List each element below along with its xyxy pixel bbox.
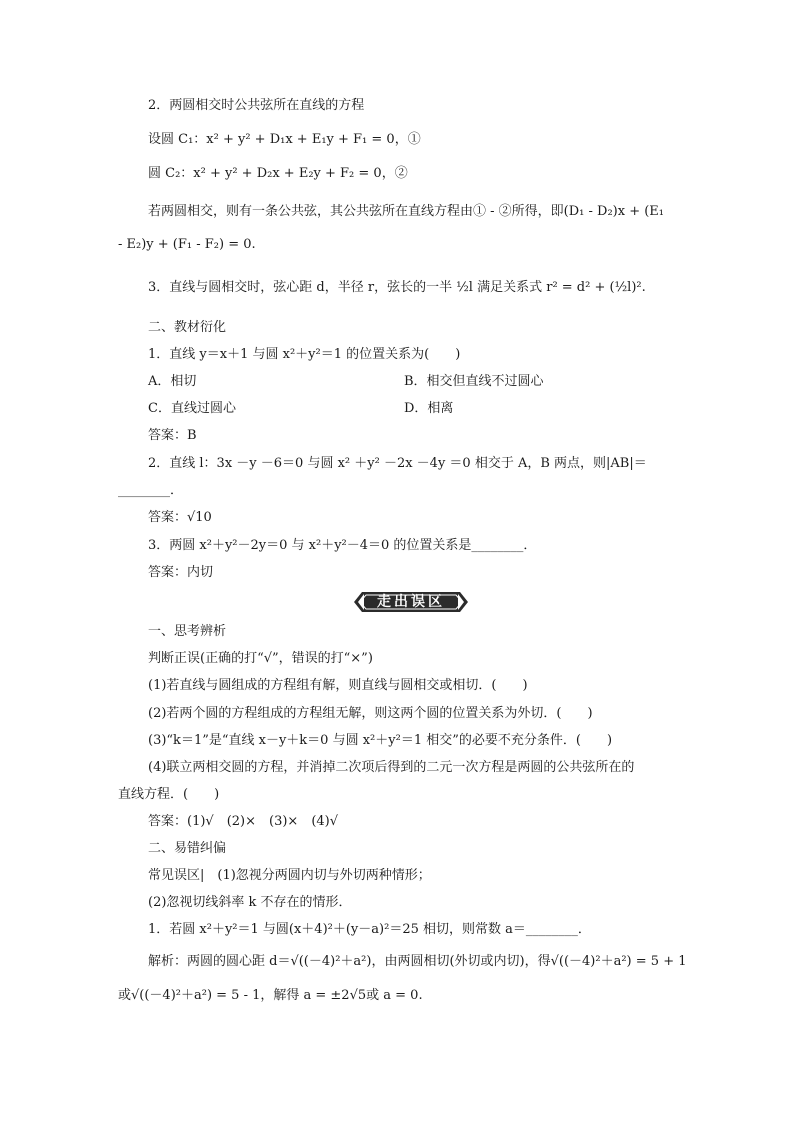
option-b: B．相交但直线不过圆心 (404, 374, 544, 389)
statement-3: (3)“k＝1”是“直线 x－y＋k＝0 与圆 x²＋y²＝1 相交”的必要不充分条件．( ) (148, 733, 613, 748)
common-mistake-2: (2)忽视切线斜率 k 不存在的情形． (148, 895, 352, 910)
option-c: C．直线过圆心 (148, 401, 236, 416)
paragraph-common-chord-1: 若两圆相交，则有一条公共弦，其公共弦所在直线方程由① - ②所得，即(D₁ - D₂)x + (E₁ (148, 204, 664, 219)
answer-3: 答案：内切 (148, 565, 214, 580)
solution-line-2: 或√((－4)²＋a²) = 5 - 1，解得 a = ±2√5或 a = 0. (118, 988, 423, 1003)
option-a: A．相切 (148, 374, 197, 389)
solution-line-1: 解析：两圆的圆心距 d＝√((－4)²＋a²)，由两圆相切(外切或内切)，得√((－4)²＋a²) = 5 + 1 (148, 954, 687, 969)
common-mistake-1: 常见误区| (1)忽视分两圆内切与外切两种情形； (148, 868, 431, 883)
section-common-mistakes: 二、易错纠偏 (148, 841, 227, 856)
mistake-question-1: 1．若圆 x²＋y²＝1 与圆(x＋4)²＋(y－a)²＝25 相切，则常数 a＝________． (148, 922, 591, 937)
question-3: 3．两圆 x²＋y²－2y＝0 与 x²＋y²－4＝0 的位置关系是________． (148, 538, 537, 553)
question-2-blank: ________． (118, 483, 184, 498)
answer-2: 答案：√10 (148, 510, 212, 525)
true-false-instructions: 判断正误(正确的打“√”，错误的打“×”) (148, 651, 373, 666)
true-false-answers: 答案：(1)√ (2)× (3)× (4)√ (148, 814, 339, 829)
equation-circle-c2: 圆 C₂：x² + y² + D₂x + E₂y + F₂ = 0，② (148, 166, 408, 181)
section-banner (352, 590, 470, 614)
section-thinking-analysis: 一、思考辨析 (148, 624, 227, 639)
chord-relation: 3．直线与圆相交时，弦心距 d，半径 r，弦长的一半 ½l 满足关系式 r² = d² + (½l)². (148, 280, 646, 295)
section-textbook-derivation: 二、教材衍化 (148, 320, 227, 335)
banner-label: 走出误区 (377, 594, 445, 610)
question-1: 1．直线 y＝x＋1 与圆 x²＋y²＝1 的位置关系为( ) (148, 347, 461, 362)
statement-1: (1)若直线与圆组成的方程组有解，则直线与圆相交或相切．( ) (148, 678, 528, 693)
statement-4-line-1: (4)联立两相交圆的方程，并消掉二次项后得到的二元一次方程是两圆的公共弦所在的 (148, 760, 635, 775)
statement-2: (2)若两个圆的方程组成的方程组无解，则这两个圆的位置关系为外切．( ) (148, 706, 593, 721)
statement-4-line-2: 直线方程．( ) (118, 787, 220, 802)
heading-common-chord: 2．两圆相交时公共弦所在直线的方程 (148, 98, 365, 113)
answer-1: 答案：B (148, 428, 197, 443)
paragraph-common-chord-2: - E₂)y + (F₁ - F₂) = 0. (118, 237, 256, 252)
equation-circle-c1: 设圆 C₁：x² + y² + D₁x + E₁y + F₁ = 0，① (148, 132, 421, 147)
option-d: D．相离 (404, 401, 454, 416)
question-2: 2．直线 l：3x －y －6＝0 与圆 x² ＋y² －2x －4y ＝0 相交于 A，B 两点，则|AB|＝ (148, 456, 647, 471)
